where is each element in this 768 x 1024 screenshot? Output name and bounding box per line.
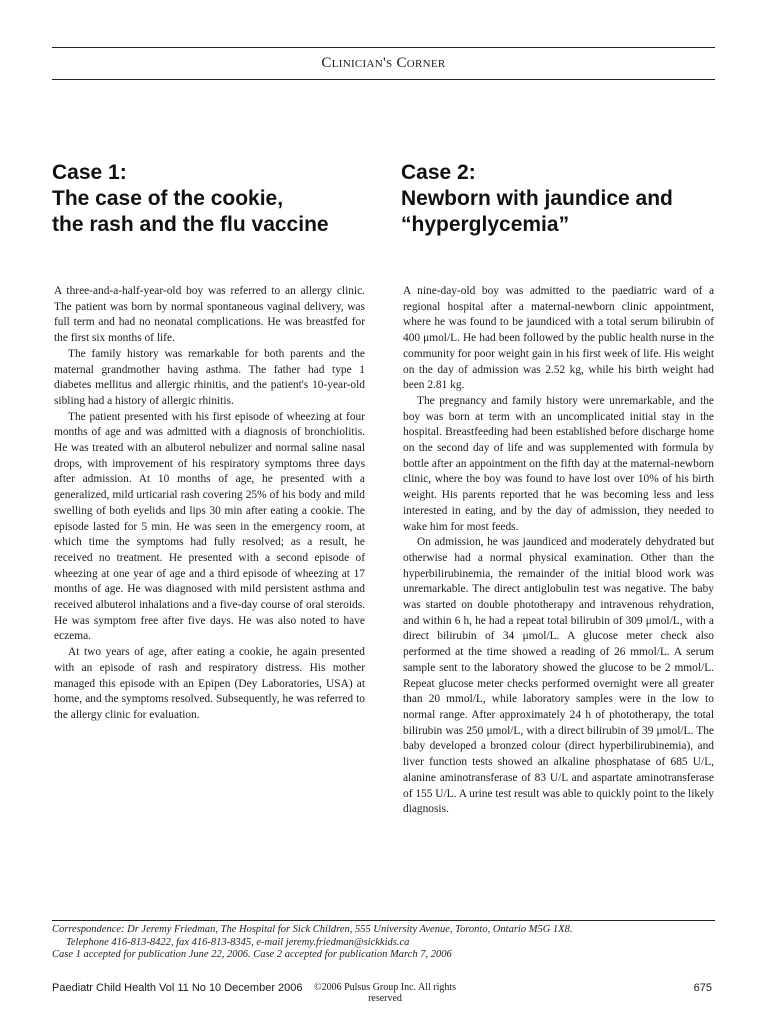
case2-body <box>403 284 714 818</box>
section-title: Clinician's Corner <box>321 55 446 71</box>
case2-heading-line: “hyperglycemia” <box>401 213 570 236</box>
journal-citation: Paediatr Child Health Vol 11 No 10 December 2006 <box>52 982 303 994</box>
case1-heading-line: the rash and the flu vaccine <box>52 213 329 236</box>
case1-heading-line: Case 1: <box>52 161 127 184</box>
case1-heading <box>52 160 372 238</box>
case1-body <box>54 284 365 724</box>
header-rule-bottom <box>52 79 715 80</box>
case2-heading <box>401 160 721 238</box>
case1-paragraph: A three-and-a-half-year-old boy was referred to an allergy clinic. The patient was born by normal spontaneous vaginal delivery, was full term and had no neonatal complications. He was breastfed for the first six months of life. <box>54 285 365 345</box>
correspondence-note <box>52 924 715 962</box>
case1-paragraph: The patient presented with his first episode of wheezing at four months of age and was admitted with a diagnosis of bronchiolitis. He was treated with an albuterol nebulizer and normal saline nasal drops, with improvement of his respiratory symptoms three days after admission. At 10 months of age, he presented with a generalized, mild urticarial rash covering 25% of his body and mild swelling of both eyelids and lips 30 min after eating a cookie. The episode lasted for 5 min. He was seen in the emergency room, at which time the symptoms had fully resolved; as a result, he received no treatment. He presented with a second episode of wheezing at one year of age and a third episode of wheezing at 17 months of age. He was diagnosed with mild persistent asthma and received albuterol inhalations and a five-day course of oral steroids. He was symptom free after five days. He was also noted to have eczema. <box>54 410 365 643</box>
case2-paragraph: A nine-day-old boy was admitted to the paediatric ward of a regional hospital after a maternal-newborn clinic appointment, where he was found to be jaundiced with a total serum bilirubin of 400 μmol/L. He had been followed by the public health nurse in the community for poor weight gain in his first week of life. His weight on the day of admission was 2.52 kg, while his birth weight had been 2.81 kg. <box>403 285 714 392</box>
case2-paragraph: The pregnancy and family history were unremarkable, and the boy was born at term with an uncomplicated initial stay in the hospital. Breastfeeding had been established before discharge home on the second day of life and was supplemented with formula by bottle after an appointment on the fifth day at the maternal-newborn clinic, where the boy was found to have lost over 10% of his birth weight. His parents reported that he was becoming less and less interested in eating, and by the day of admission, they needed to wake him for most feeds. <box>403 394 714 533</box>
case2-paragraph: On admission, he was jaundiced and moderately dehydrated but otherwise had a normal physical examination. Other than the hyperbilirubinemia, the remainder of the initial blood work was unremarkable. The direct antiglobulin test was negative. The baby was started on double phototherapy and intravenous rehydration, and within 6 h, he had a repeat total bilirubin of 309 μmol/L, with a direct bilirubin of 34 μmol/L. A glucose meter check also performed at the time showed a reading of 26 mmol/L. A serum sample sent to the laboratory showed the glucose to be 2 mmol/L. Repeat glucose meter checks performed overnight were all greater than 20 mmol/L, while laboratory samples were in the low to normal range. After approximately 24 h of phototherapy, the total bilirubin was 250 μmol/L, with a direct bilirubin of 39 μmol/L. The baby developed a bronzed colour (direct hyperbilirubinemia), and liver function tests showed an alkaline phosphatase of 685 U/L, alanine aminotransferase of 83 U/L and aspartate aminotransferase of 155 U/L. A urine test result was able to quickly point to the likely diagnosis. <box>403 536 714 816</box>
case2-heading-line: Case 2: <box>401 161 476 184</box>
case1-paragraph: At two years of age, after eating a cookie, he again presented with an episode of rash and respiratory distress. His mother managed this episode with an Epipen (Dey Laboratories, USA) at home, and the symptoms resolved. Subsequently, he was referred to the allergy clinic for evaluation. <box>54 646 365 721</box>
case1-paragraph: The family history was remarkable for both parents and the maternal grandmother having asthma. The father had type 1 diabetes mellitus and allergic rhinitis, and the patient's 10-year-old sibling had a history of allergic rhinitis. <box>54 347 365 407</box>
case2-heading-line: Newborn with jaundice and <box>401 187 673 210</box>
page-number: 675 <box>693 982 712 994</box>
footnote-rule <box>52 920 715 921</box>
correspondence-contact: Telephone 416-813-8422, fax 416-813-8345, e-mail jeremy.friedman@sickkids.ca <box>66 936 410 948</box>
copyright-notice: ©2006 Pulsus Group Inc. All rights reserved <box>313 982 457 1004</box>
case1-heading-line: The case of the cookie, <box>52 187 284 210</box>
acceptance-dates: Case 1 accepted for publication June 22, 2006. Case 2 accepted for publication March 7, 2006 <box>52 949 452 960</box>
header-rule-top <box>52 47 715 48</box>
correspondence-address: Correspondence: Dr Jeremy Friedman, The Hospital for Sick Children, 555 University Avenue, Toronto, Ontario M5G 1X8. <box>52 924 573 935</box>
